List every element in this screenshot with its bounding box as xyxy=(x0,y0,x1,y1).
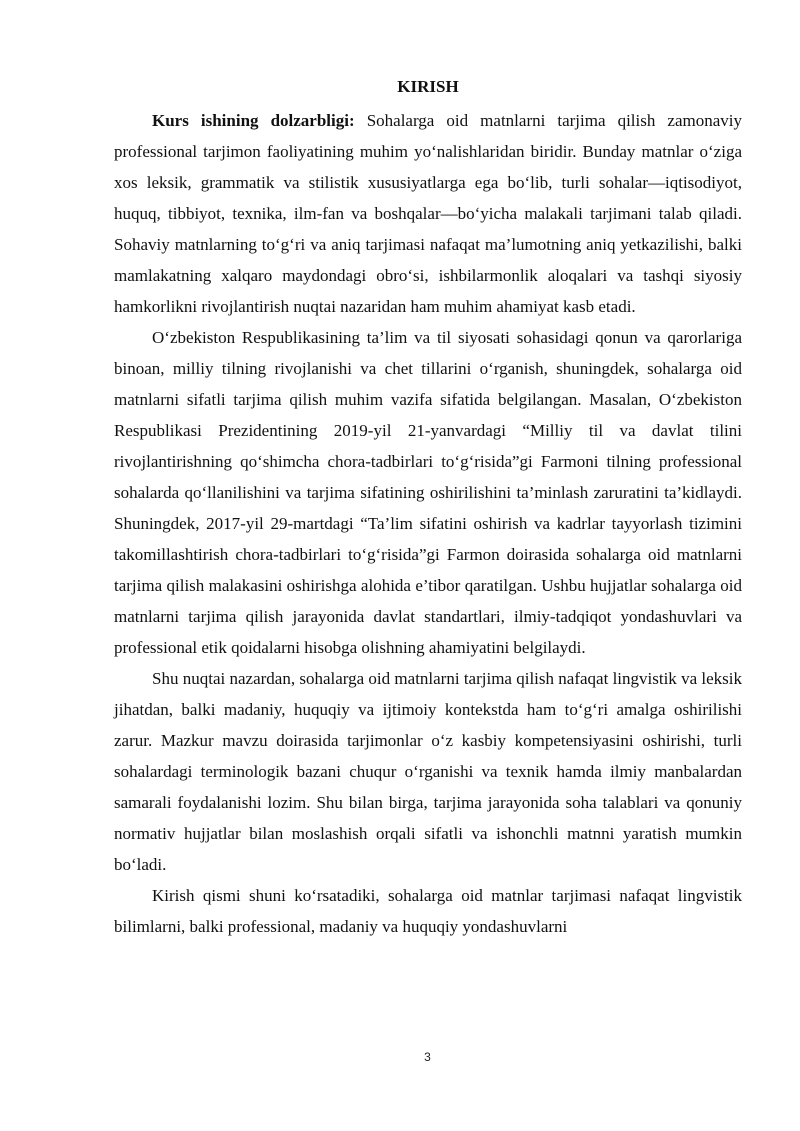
paragraph-lead: Kurs ishining dolzarbligi: xyxy=(152,111,355,130)
page-title: KIRISH xyxy=(397,77,459,96)
paragraph-2: O‘zbekiston Respublikasining ta’lim va til siyosati sohasidagi qonun va qarorlariga binoan, milliy tilning rivojlanishi va chet tillarini o‘rganish, shuningdek, sohalarga oid matnlarni sifatli tarjima qilish muhim vazifa sifatida belgilangan. Masalan, O‘zbekiston Respublikasi Prezidentining 2019-yil 21-yanvardagi “Milliy til va davlat tilini rivojlantirishning qo‘shimcha chora-tadbirlari to‘g‘risida”gi Farmoni tilning professional sohalarda qo‘llanilishini va tarjima sifatining oshirilishini ta’minlash zaruratini ta’kidlaydi. Shuningdek, 2017-yil 29-martdagi “Ta’lim sifatini oshirish va kadrlar tayyorlash tizimini takomillashtirish chora-tadbirlari to‘g‘risida”gi Farmon doirasida sohalarga oid matnlarni tarjima qilish malakasini oshirishga alohida e’tibor qaratilgan. Ushbu hujjatlar sohalarga oid matnlarni tarjima qilish jarayonida davlat standartlari, ilmiy-tadqiqot yondashuvlari va professional etik qoidalarni hisobga olishning ahamiyatini belgilaydi. xyxy=(114,328,742,657)
page-number: 3 xyxy=(424,1050,431,1064)
document-page xyxy=(114,76,742,942)
paragraph-1 xyxy=(114,105,742,322)
paragraph-4: Kirish qismi shuni ko‘rsatadiki, sohalarga oid matnlar tarjimasi nafaqat lingvistik bilimlarni, balki professional, madaniy va huquqiy yondashuvlarni xyxy=(114,886,742,936)
paragraph-3: Shu nuqtai nazardan, sohalarga oid matnlarni tarjima qilish nafaqat lingvistik va leksik jihatdan, balki madaniy, huquqiy va ijtimoiy kontekstda ham to‘g‘ri amalga oshirilishi zarur. Mazkur mavzu doirasida tarjimonlar o‘z kasbiy kompetensiyasini oshirishi, turli sohalardagi terminologik bazani chuqur o‘rganishi va texnik hamda ilmiy manbalardan samarali foydalanishi lozim. Shu bilan birga, tarjima jarayonida soha talablari va qonuniy normativ hujjatlar bilan moslashish orqali sifatli va ishonchli matnni yaratish mumkin bo‘ladi. xyxy=(114,669,742,874)
paragraph-text: Sohalarga oid matnlarni tarjima qilish zamonaviy professional tarjimon faoliyatining muhim yo‘nalishlaridan biridir. Bunday matnlar o‘ziga xos leksik, grammatik va stilistik xususiyatlarga ega bo‘lib, turli sohalar—iqtisodiyot, huquq, tibbiyot, texnika, ilm-fan va boshqalar—bo‘yicha malakali tarjimani talab qiladi. Sohaviy matnlarning to‘g‘ri va aniq tarjimasi nafaqat ma’lumotning aniq yetkazilishi, balki mamlakatning xalqaro maydondagi obro‘si, ishbilarmonlik aloqalari va tashqi siyosiy hamkorlikni rivojlantirish nuqtai nazaridan ham muhim ahamiyat kasb etadi. xyxy=(114,111,742,316)
